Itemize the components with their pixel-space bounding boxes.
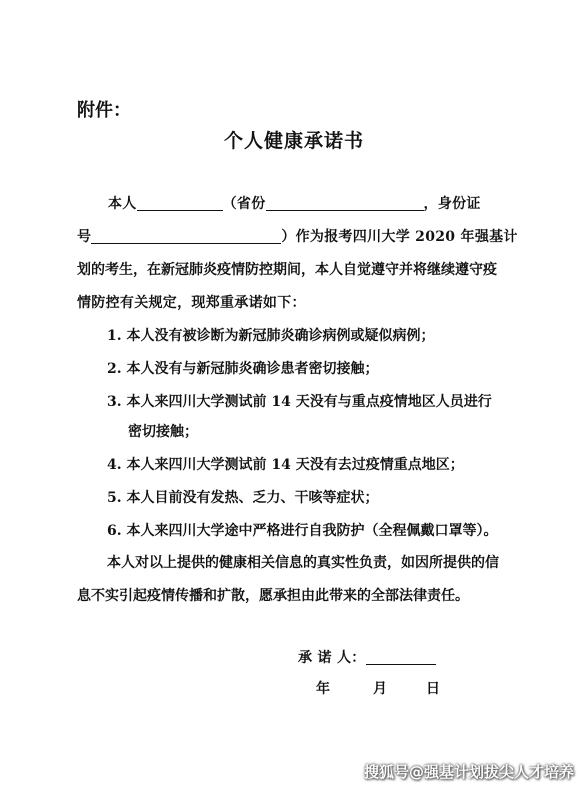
signature-line [298,647,436,667]
closing-line-2: 息不实引起疫情传播和扩散，愿承担由此带来的全部法律责任。 [77,588,469,604]
intro-text-province: （省份 [222,196,266,212]
commitment-item-6: 6. 本人来四川大学途中严格进行自我防护（全程佩戴口罩等）。 [107,523,498,539]
name-blank [137,196,223,211]
date-month-label: 月 [373,681,388,697]
commitment-item-2: 2. 本人没有与新冠肺炎确诊患者密切接触； [107,361,379,377]
province-blank [266,196,424,211]
commitment-item-5: 5. 本人目前没有发热、乏力、干咳等症状； [107,490,379,506]
intro-text-number: 号 [77,229,92,245]
intro-line-4: 情防控有关规定，现郑重承诺如下： [77,295,306,311]
signature-label: 承 诺 人： [298,650,366,666]
commitment-item-1: 1. 本人没有被诊断为新冠肺炎确诊病例或疑似病例； [107,328,435,344]
id-number-blank [91,229,281,244]
closing-line-1: 本人对以上提供的健康相关信息的真实性负责，如因所提供的信 [107,555,499,571]
document-title: 个人健康承诺书 [223,130,364,152]
date-year-label: 年 [316,681,331,697]
date-day-label: 日 [426,681,441,697]
intro-text-applicant: ）作为报考四川大学 2020 年强基计 [281,229,518,245]
commitment-item-4: 4. 本人来四川大学测试前 14 天没有去过疫情重点地区； [107,457,464,473]
signature-blank [366,650,436,665]
intro-text-self: 本人 [108,196,137,212]
intro-line-2 [77,226,518,246]
intro-text-id: ，身份证 [423,196,481,212]
attachment-label: 附件： [77,100,131,121]
commitment-item-3-continued: 密切接触； [128,424,198,440]
intro-line-3: 划的考生，在新冠肺炎疫情防控期间，本人自觉遵守并将继续遵守疫 [77,262,497,278]
intro-line-1 [108,193,481,213]
sohu-watermark: 搜狐号@强基计划拔尖人才培养 [363,763,574,781]
commitment-item-3: 3. 本人来四川大学测试前 14 天没有与重点疫情地区人员进行 [107,394,492,410]
